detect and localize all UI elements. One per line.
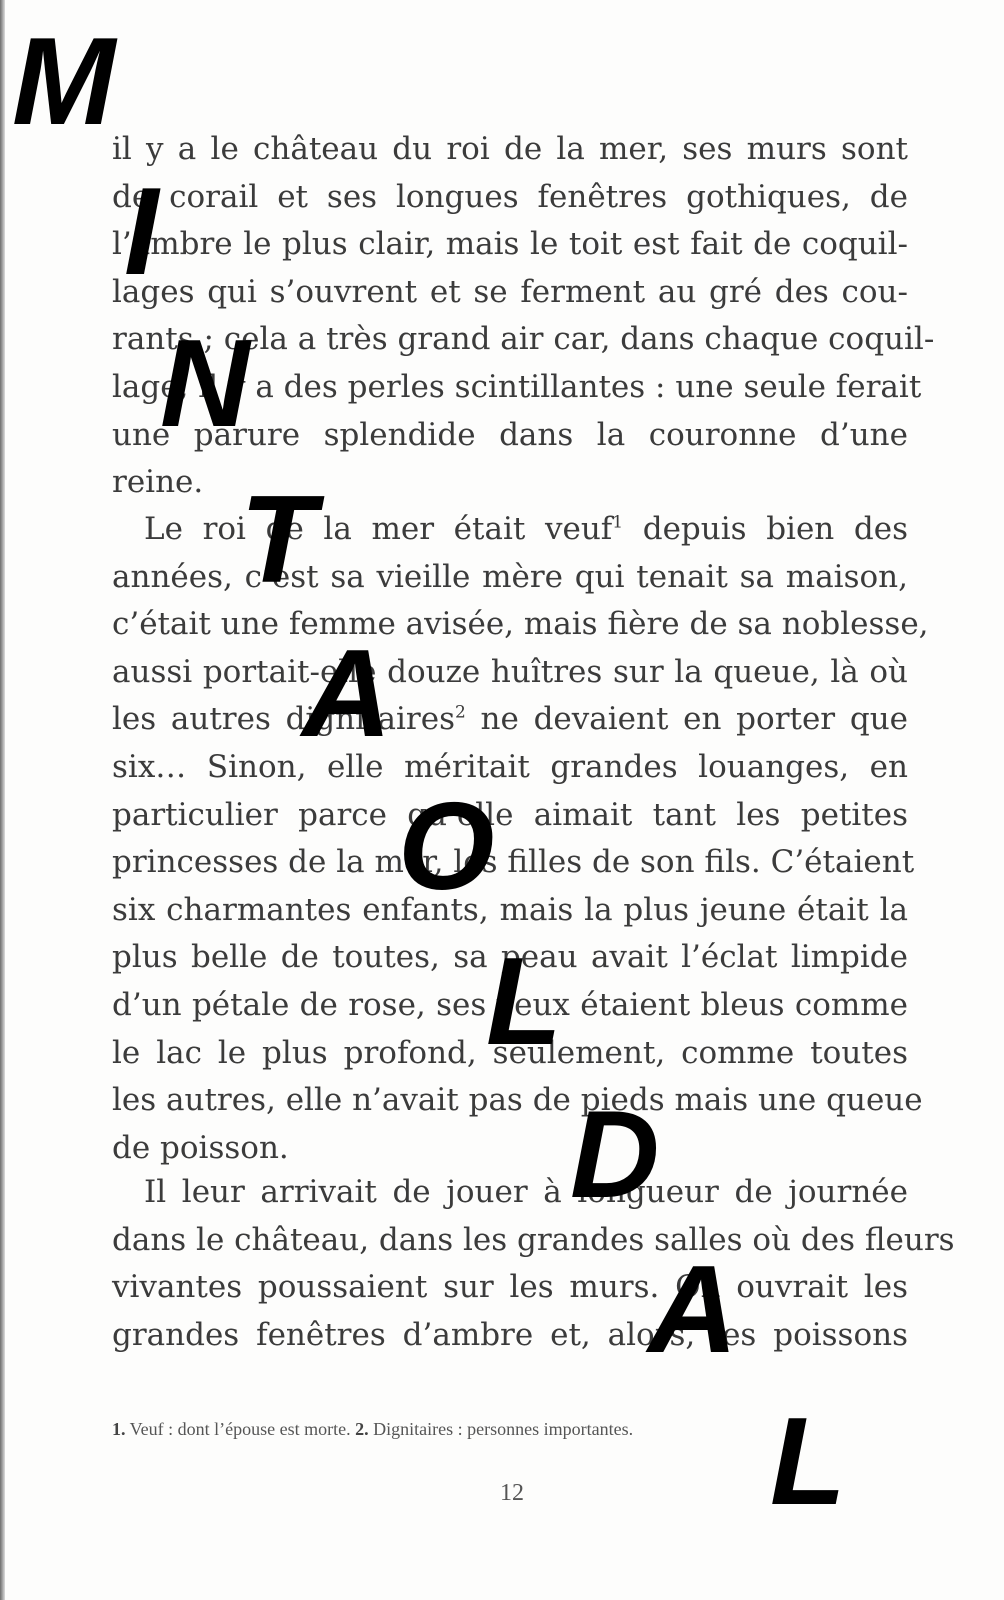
text-line: les autres, elle n’avait pas de pieds mais une queue <box>112 1082 923 1119</box>
watermark-letter: D <box>570 1086 660 1224</box>
text-line: de poisson. <box>112 1129 289 1166</box>
watermark-letter: L <box>770 1393 846 1531</box>
text-line: d’un pétale de rose, ses yeux étaient bleus comme <box>112 986 908 1023</box>
page-left-edge <box>0 0 5 1600</box>
text-segment: depuis bien des <box>623 511 908 547</box>
text-line: aussi portait-elle douze huîtres sur la queue, là où <box>112 653 908 690</box>
watermark-letter: T <box>240 471 316 609</box>
text-line: grandes fenêtres d’ambre et, alors, les poissons <box>112 1316 908 1353</box>
text-line: particulier parce qu’elle aimait tant les petites <box>112 796 908 833</box>
text-segment: les autres dignitaires <box>112 701 455 738</box>
footnote-number: 2. <box>355 1419 369 1439</box>
text-line: lages qui s’ouvrent et se ferment au gré des cou- <box>112 273 908 310</box>
text-line <box>112 506 908 554</box>
text-line: l’ambre le plus clair, mais le toit est fait de coquil- <box>112 226 908 263</box>
text-line: six charmantes enfants, mais la plus jeune était la <box>112 891 908 928</box>
text-line <box>112 696 908 744</box>
watermark-letter: I <box>124 163 159 301</box>
text-line: rants ; cela a très grand air car, dans chaque coquil- <box>112 321 935 358</box>
text-line: années, c’est sa vieille mère qui tenait sa maison, <box>112 558 908 595</box>
text-line: de corail et ses longues fenêtres gothiques, de <box>112 178 908 215</box>
text-line: lage, il y a des perles scintillantes : une seule ferait <box>112 368 922 405</box>
text-segment: ne devaient en porter que <box>465 701 909 738</box>
watermark-letter: N <box>160 315 250 453</box>
page-number: 12 <box>500 1480 524 1506</box>
watermark-letter: O <box>398 778 495 916</box>
text-line: une parure splendide dans la couronne d’une <box>112 416 908 453</box>
text-line: vivantes poussaient sur les murs. On ouvrait les <box>112 1269 908 1306</box>
watermark-letter: A <box>648 1241 738 1379</box>
paragraph-castle-play <box>112 1169 955 1359</box>
text-line: dans le château, dans les grandes salles où des fleurs <box>112 1221 955 1258</box>
watermark-letter: M <box>12 13 116 151</box>
text-line: c’était une femme avisée, mais fière de sa noblesse, <box>112 606 929 643</box>
text-line: Il leur arrivait de jouer à longueur de journée <box>144 1174 908 1210</box>
watermark-letter: A <box>302 625 392 763</box>
footnote-text: Dignitaires : personnes importantes. <box>368 1419 634 1439</box>
paragraph-sea-king <box>112 506 929 1172</box>
text-segment: Le roi de la mer était veuf <box>144 511 613 547</box>
footnote-number: 1. <box>112 1419 126 1439</box>
text-line: princesses de la mer, les filles de son fils. C’étaient <box>112 844 915 881</box>
text-line: six… Sinon, elle méritait grandes louanges, en <box>112 748 908 785</box>
watermark-letter: L <box>486 933 562 1071</box>
text-line: il y a le château du roi de la mer, ses murs sont <box>112 131 908 167</box>
text-line: reine. <box>112 464 204 501</box>
footnote-marker: 1 <box>612 512 624 533</box>
text-line: le lac le plus profond, seulement, comme toutes <box>112 1034 908 1071</box>
footnote-text: Veuf : dont l’épouse est morte. <box>125 1419 356 1439</box>
footnote-marker: 2 <box>455 703 466 724</box>
text-line: plus belle de toutes, sa peau avait l’éclat limpide <box>112 939 908 976</box>
